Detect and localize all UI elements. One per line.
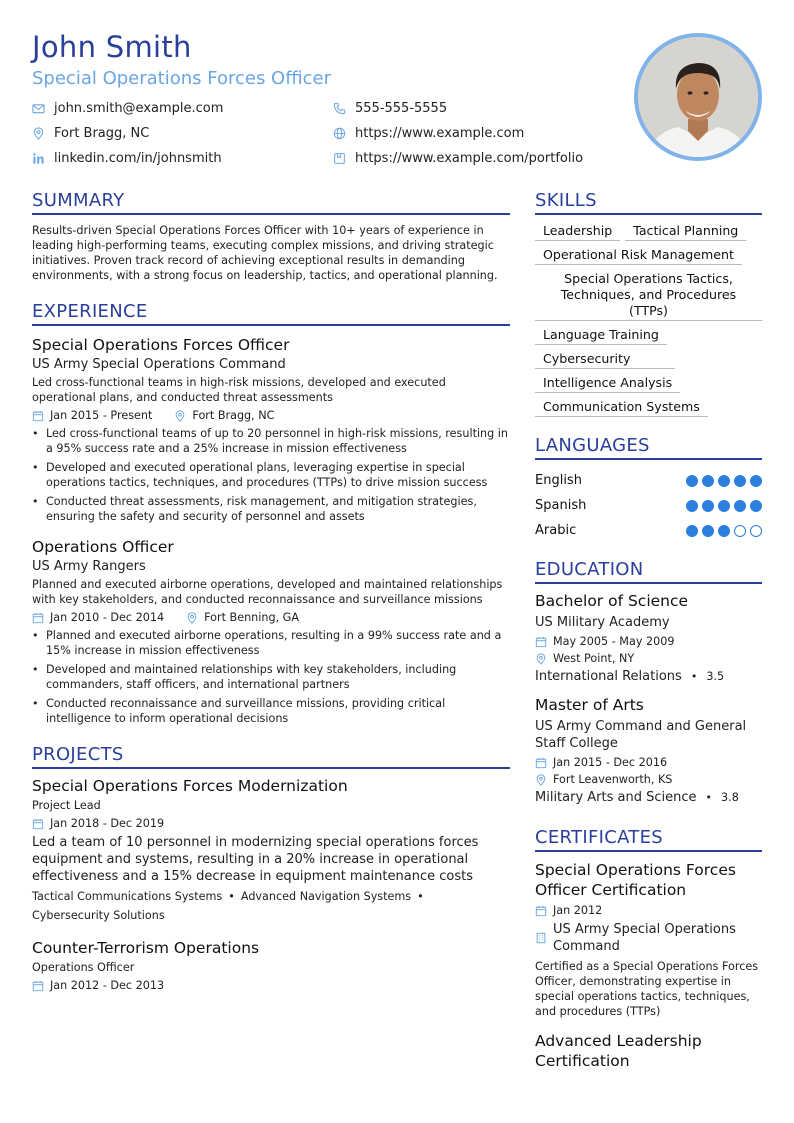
bullet-item: • Led cross-functional teams of up to 20 personnel in high-risk missions, resulting in a 95% success rate and a 25% increase in mission effectiveness [32,426,510,456]
bullet-item: • Developed and maintained relationships with key stakeholders, including commanders, staff officers, and international partners [32,662,510,692]
field-of-study: Military Arts and Science [535,790,697,805]
skill-tag: Special Operations Tactics, Techniques, and Procedures (TTPs) [535,271,762,321]
proficiency-dots [686,525,762,537]
portfolio-icon [333,152,346,165]
job-bullets [32,426,510,524]
field-gpa-row: International Relations • 3.5 [535,669,725,684]
linkedin-text: linkedin.com/in/johnsmith [54,151,222,166]
proficiency-dot-filled [686,500,698,512]
language-row [535,518,762,543]
left-column [32,190,510,996]
project-tags: Tactical Communications Systems • Advanced Navigation Systems • Cybersecurity Solutions [32,890,424,922]
skill-tag: Operational Risk Management [535,247,742,265]
education-dates-row [535,635,762,648]
education-dates: May 2005 - May 2009 [553,635,675,648]
job-location: Fort Benning, GA [204,611,300,624]
proficiency-dot-filled [686,525,698,537]
experience-entry [32,538,510,726]
education-heading: EDUCATION [535,559,762,584]
email-icon [32,102,45,115]
gpa: 3.5 [706,670,725,683]
degree-title: Master of Arts [535,696,644,714]
field-of-study: International Relations [535,669,682,684]
project-meta [32,979,510,992]
bullet-item: • Developed and executed operational plans, leveraging expertise in special operations tactics, techniques, and procedures (TTPs) to drive mission success [32,460,510,490]
proficiency-dot-filled [702,525,714,537]
education-dates-row [535,756,762,769]
calendar-icon [535,757,547,769]
experience-heading: EXPERIENCE [32,301,510,326]
education-location: West Point, NY [553,652,635,665]
gpa: 3.8 [721,791,739,804]
person-portrait-image [638,37,758,157]
proficiency-dot-filled [702,475,714,487]
skill-tag: Cybersecurity [535,351,675,369]
proficiency-dot-filled [686,475,698,487]
language-row [535,468,762,493]
school-name: US Military Academy [535,615,670,630]
skills-heading: SKILLS [535,190,762,215]
building-icon [535,932,547,944]
job-description: Led cross-functional teams in high-risk missions, developed and executed operational plans, and conducted threat assessments [32,376,446,404]
project-role: Operations Officer [32,961,135,974]
project-meta [32,817,510,830]
portfolio-text: https://www.example.com/portfolio [355,151,584,166]
education-dates: Jan 2015 - Dec 2016 [553,756,668,769]
location-pin-icon [186,612,198,624]
proficiency-dot-filled [734,475,746,487]
skill-tag: Language Training [535,327,667,345]
proficiency-dot-filled [718,475,730,487]
certificate-entry [535,860,762,1019]
contact-email[interactable] [32,101,223,116]
contact-linkedin[interactable] [32,151,222,166]
proficiency-dot-filled [750,475,762,487]
contact-location [32,126,149,141]
language-name: Arabic [535,523,577,538]
job-organization: US Army Rangers [32,559,146,574]
field-gpa-row: Military Arts and Science • 3.8 [535,790,739,805]
candidate-title: Special Operations Forces Officer [32,68,331,89]
skill-tag: Tactical Planning [625,223,746,241]
job-dates: Jan 2010 - Dec 2014 [50,611,165,624]
language-name: English [535,473,582,488]
certificate-description: Certified as a Special Operations Forces Officer, demonstrating expertise in special operations tactics, techniques, and procedures (TTPs) [535,960,759,1018]
location-pin-icon [174,410,186,422]
proficiency-dot-filled [718,500,730,512]
project-role: Project Lead [32,799,101,812]
language-name: Spanish [535,498,587,513]
project-title: Special Operations Forces Modernization [32,777,348,795]
project-entry [32,777,510,925]
project-entry [32,939,510,992]
job-title: Operations Officer [32,538,174,556]
proficiency-dot-filled [734,500,746,512]
project-title: Counter-Terrorism Operations [32,939,260,957]
project-tag: Advanced Navigation Systems [240,890,412,903]
calendar-icon [32,818,44,830]
certificate-title: Special Operations Forces Officer Certification [535,861,736,899]
education-entry [535,592,762,684]
location-pin-icon [535,653,547,665]
calendar-icon [32,980,44,992]
certificate-entry [535,1031,762,1071]
calendar-icon [32,410,44,422]
certificate-date-row [535,904,762,917]
bullet-item: • Planned and executed airborne operations, resulting in a 99% success rate and a 15% increase in mission effectiveness [32,628,510,658]
linkedin-icon [32,152,45,165]
projects-heading: PROJECTS [32,744,510,769]
education-location: Fort Leavenworth, KS [553,773,673,786]
project-tag: Cybersecurity Solutions [32,909,165,922]
skill-tag: Intelligence Analysis [535,375,680,393]
phone-text: 555-555-5555 [355,101,448,116]
job-dates: Jan 2015 - Present [50,409,153,422]
certificates-heading: CERTIFICATES [535,827,762,852]
proficiency-dot-filled [702,500,714,512]
location-pin-icon [535,774,547,786]
job-description: Planned and executed airborne operations, developed and maintained relationships with key stakeholders, and conducted reconnaissance and surveillance missions [32,578,503,606]
language-row [535,493,762,518]
experience-entry [32,336,510,524]
globe-icon [333,127,346,140]
certificate-issuer: US Army Special Operations Command [553,922,736,954]
languages-heading: LANGUAGES [535,435,762,460]
school-name: US Army Command and General Staff College [535,719,747,751]
languages-list [535,468,762,543]
calendar-icon [535,636,547,648]
skills-list [535,223,762,417]
education-entry [535,696,762,805]
skill-tag: Leadership [535,223,620,241]
bullet-item: • Conducted reconnaissance and surveillance missions, providing critical intelligence to inform operational decisions [32,696,510,726]
project-dates: Jan 2018 - Dec 2019 [50,817,165,830]
candidate-name: John Smith [32,30,192,64]
contact-portfolio[interactable] [333,151,583,166]
job-title: Special Operations Forces Officer [32,336,290,354]
proficiency-dot-empty [750,525,762,537]
education-location-row [535,773,762,786]
proficiency-dot-empty [734,525,746,537]
website-text: https://www.example.com [355,126,525,141]
proficiency-dot-filled [718,525,730,537]
location-pin-icon [32,127,45,140]
calendar-icon [535,905,547,917]
job-meta [32,611,510,624]
project-tag: Tactical Communications Systems [32,890,223,903]
contact-phone[interactable] [333,101,447,116]
calendar-icon [32,612,44,624]
bullet-item: • Conducted threat assessments, risk management, and mitigation strategies, ensuring the safety and security of personnel and assets [32,494,510,524]
certificate-issuer-row [535,921,762,955]
job-meta [32,409,510,422]
degree-title: Bachelor of Science [535,592,689,610]
certificate-title: Advanced Leadership Certification [535,1032,702,1070]
location-text: Fort Bragg, NC [54,126,150,141]
proficiency-dot-filled [750,500,762,512]
contact-website[interactable] [333,126,524,141]
email-text: john.smith@example.com [54,101,224,116]
project-description: Led a team of 10 personnel in modernizing special operations forces equipment and systems, resulting in a 20% increase in operational effectiveness and a 15% decrease in equipment maintenance costs [32,835,479,884]
education-location-row [535,652,762,665]
phone-icon [333,102,346,115]
job-bullets [32,628,510,726]
skill-tag: Communication Systems [535,399,708,417]
proficiency-dots [686,500,762,512]
certificate-date: Jan 2012 [553,904,603,917]
job-organization: US Army Special Operations Command [32,357,286,372]
proficiency-dots [686,475,762,487]
summary-heading: SUMMARY [32,190,510,215]
profile-photo [634,33,762,161]
project-dates: Jan 2012 - Dec 2013 [50,979,165,992]
job-location: Fort Bragg, NC [192,409,275,422]
summary-text: Results-driven Special Operations Forces Officer with 10+ years of experience in leading high-performing teams, executing complex missions, and driving strategic initiatives. Proven track record of achieving exceptional results in demanding environments, with a strong focus on leadership, tactics, and operational planning. [32,224,498,282]
right-column [535,190,762,1073]
